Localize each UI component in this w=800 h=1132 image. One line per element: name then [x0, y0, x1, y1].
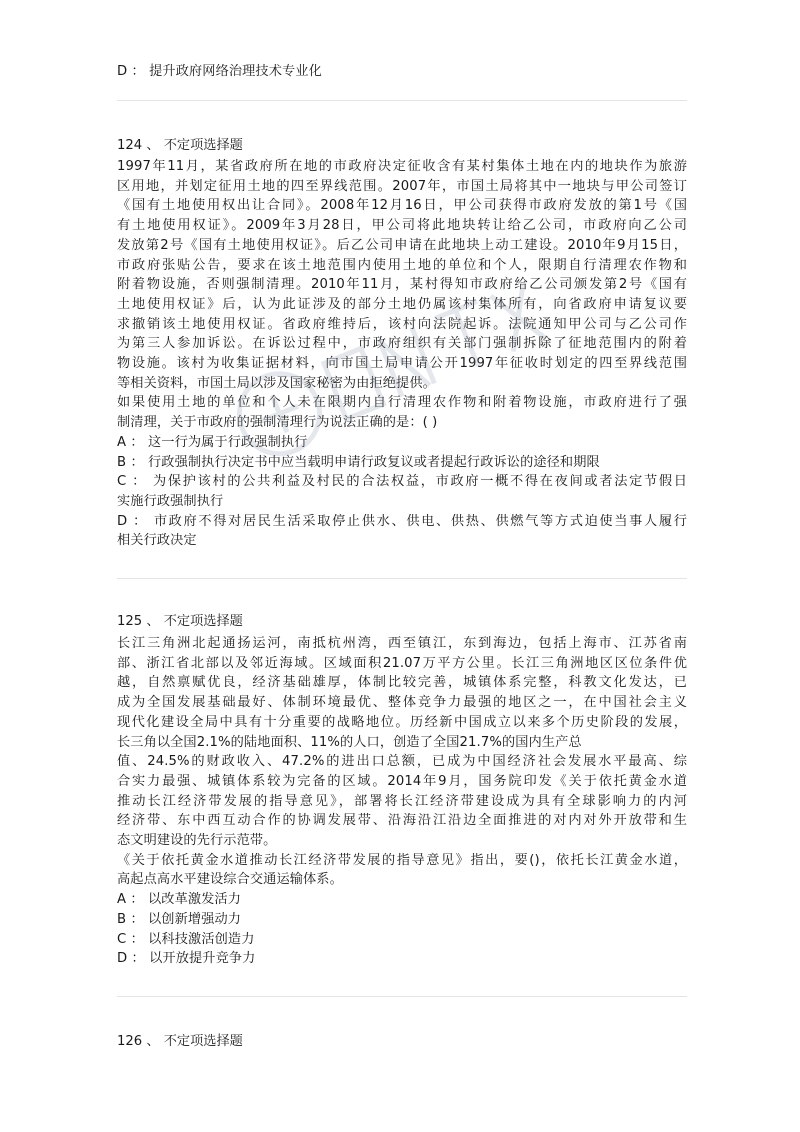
question-prompt-cont: 高起点高水平建设综合交通运输体系。: [117, 872, 343, 888]
question-125-body: [117, 634, 687, 969]
question-header: 124 、 不定项选择题: [117, 138, 243, 153]
text-line: 等相关资料，市国土局以涉及国家秘密为由拒绝提供。: [117, 375, 436, 391]
option-b: B ： 行政强制执行决定书中应当载明申请行政复议或者提起行政诉讼的途径和期限: [117, 454, 600, 470]
question-125: [117, 612, 687, 632]
text-line: 有土地使用权证》。2009年3月28日，甲公司将此地块转让给乙公司，市政府向乙公司: [117, 218, 687, 234]
text-line: 值、24.5%的财政收入、47.2%的进出口总额，已成为中国经济社会发展水平最高、综: [117, 754, 687, 770]
question-prompt: 《关于依托黄金水道推动长江经济带发展的指导意见》指出，要()，依托长江黄金水道，: [117, 852, 687, 868]
text-line: 市政府张贴公告，要求在该土地范围内使用土地的单位和个人，限期自行清理农作物和: [117, 257, 687, 273]
text-line: 成为全国发展基础最好、体制环境最优、整体竞争力最强的地区之一，在中国社会主义: [117, 695, 687, 711]
text-line: 《国有土地使用权出让合同》。2008年12月16日，甲公司获得市政府发放的第1号《国: [117, 198, 687, 214]
question-prompt: 制清理，关于市政府的强制清理行为说法正确的是：( ): [117, 415, 438, 431]
question-header: 125 、 不定项选择题: [117, 614, 243, 629]
text-line: 如果使用土地的单位和个人未在限期内自行清理农作物和附着物设施，市政府进行了强: [117, 395, 687, 411]
prev-question: [117, 62, 687, 82]
text-line: 1997年11月，某省政府所在地的市政府决定征收含有某村集体土地在内的地块作为旅游: [117, 159, 687, 174]
option-c: C ： 以科技激活创造力: [117, 931, 255, 947]
text-line: 发放第2号《国有土地使用权证》。后乙公司申请在此地块上动工建设。2010年9月15日，: [117, 237, 687, 253]
option-d: D ： 市政府不得对居民生活采取停止供水、供电、供热、供燃气等方式迫使当事人履行: [117, 513, 687, 529]
divider: [117, 996, 687, 997]
option-b: B ： 以创新增强动力: [117, 911, 242, 927]
text-line: 经济带、东中西互动合作的协调发展带、沿海沿江沿边全面推进的对内对外开放带和生: [117, 813, 687, 829]
option-a: A ： 这一行为属于行政强制执行: [117, 434, 308, 450]
prev-option-d: D ： 提升政府网络治理技术专业化: [117, 64, 322, 79]
question-124: [117, 136, 687, 156]
text-line: 求撤销该土地使用权证。省政府维持后，该村向法院起诉。法院通知甲公司与乙公司作: [117, 316, 687, 332]
option-a: A ： 以改革激发活力: [117, 892, 242, 908]
option-c-cont: 实施行政强制执行: [117, 493, 224, 509]
text-line: 附着物设施，否则强制清理。2010年11月，某村得知市政府给乙公司颁发第2号《国有: [117, 277, 687, 293]
question-126: [117, 1032, 687, 1052]
text-line: 为第三人参加诉讼。在诉讼过程中，市政府组织有关部门强制拆除了征地范围内的附着: [117, 336, 687, 352]
question-header: 126 、 不定项选择题: [117, 1034, 243, 1049]
text-line: 越，自然禀赋优良，经济基础雄厚，体制比较完善，城镇体系完整，科教文化发达，已: [117, 675, 687, 691]
option-c: C ： 为保护该村的公共利益及村民的合法权益，市政府一概不得在夜间或者法定节假日: [117, 474, 687, 490]
text-line: 长江三角洲北起通扬运河，南抵杭州湾，西至镇江，东到海边，包括上海市、江苏省南: [117, 636, 687, 651]
text-line: 现代化建设全局中具有十分重要的战略地位。历经新中国成立以来多个历史阶段的发展，: [117, 714, 687, 730]
option-d-cont: 相关行政决定: [117, 533, 197, 549]
text-line: 土地使用权证》后，认为此证涉及的部分土地仍属该村集体所有，向省政府申请复议要: [117, 296, 687, 312]
text-line: 物设施。该村为收集证据材料，向市国土局申请公开1997年征收时划定的四至界线范围: [117, 356, 687, 372]
divider: [117, 100, 687, 101]
text-line: 态文明建设的先行示范带。: [117, 833, 277, 849]
text-line: 长三角以全国2.1%的陆地面积、11%的人口，创造了全国21.7%的国内生产总: [117, 734, 582, 750]
option-d: D ： 以开放提升竞争力: [117, 951, 256, 967]
text-line: 推动长江经济带发展的指导意见》，部署将长江经济带建设成为具有全球影响力的内河: [117, 793, 687, 809]
text-line: 部、浙江省北部以及邻近海域。区域面积21.07万平方公里。长江三角洲地区区位条件优: [117, 655, 687, 671]
text-line: 区用地，并划定征用土地的四至界线范围。2007年，市国土局将其中一地块与甲公司签订: [117, 178, 687, 194]
question-124-body: [117, 157, 687, 551]
divider: [117, 578, 687, 579]
text-line: 合实力最强、城镇体系较为完备的区域。2014年9月，国务院印发《关于依托黄金水道: [117, 773, 687, 789]
